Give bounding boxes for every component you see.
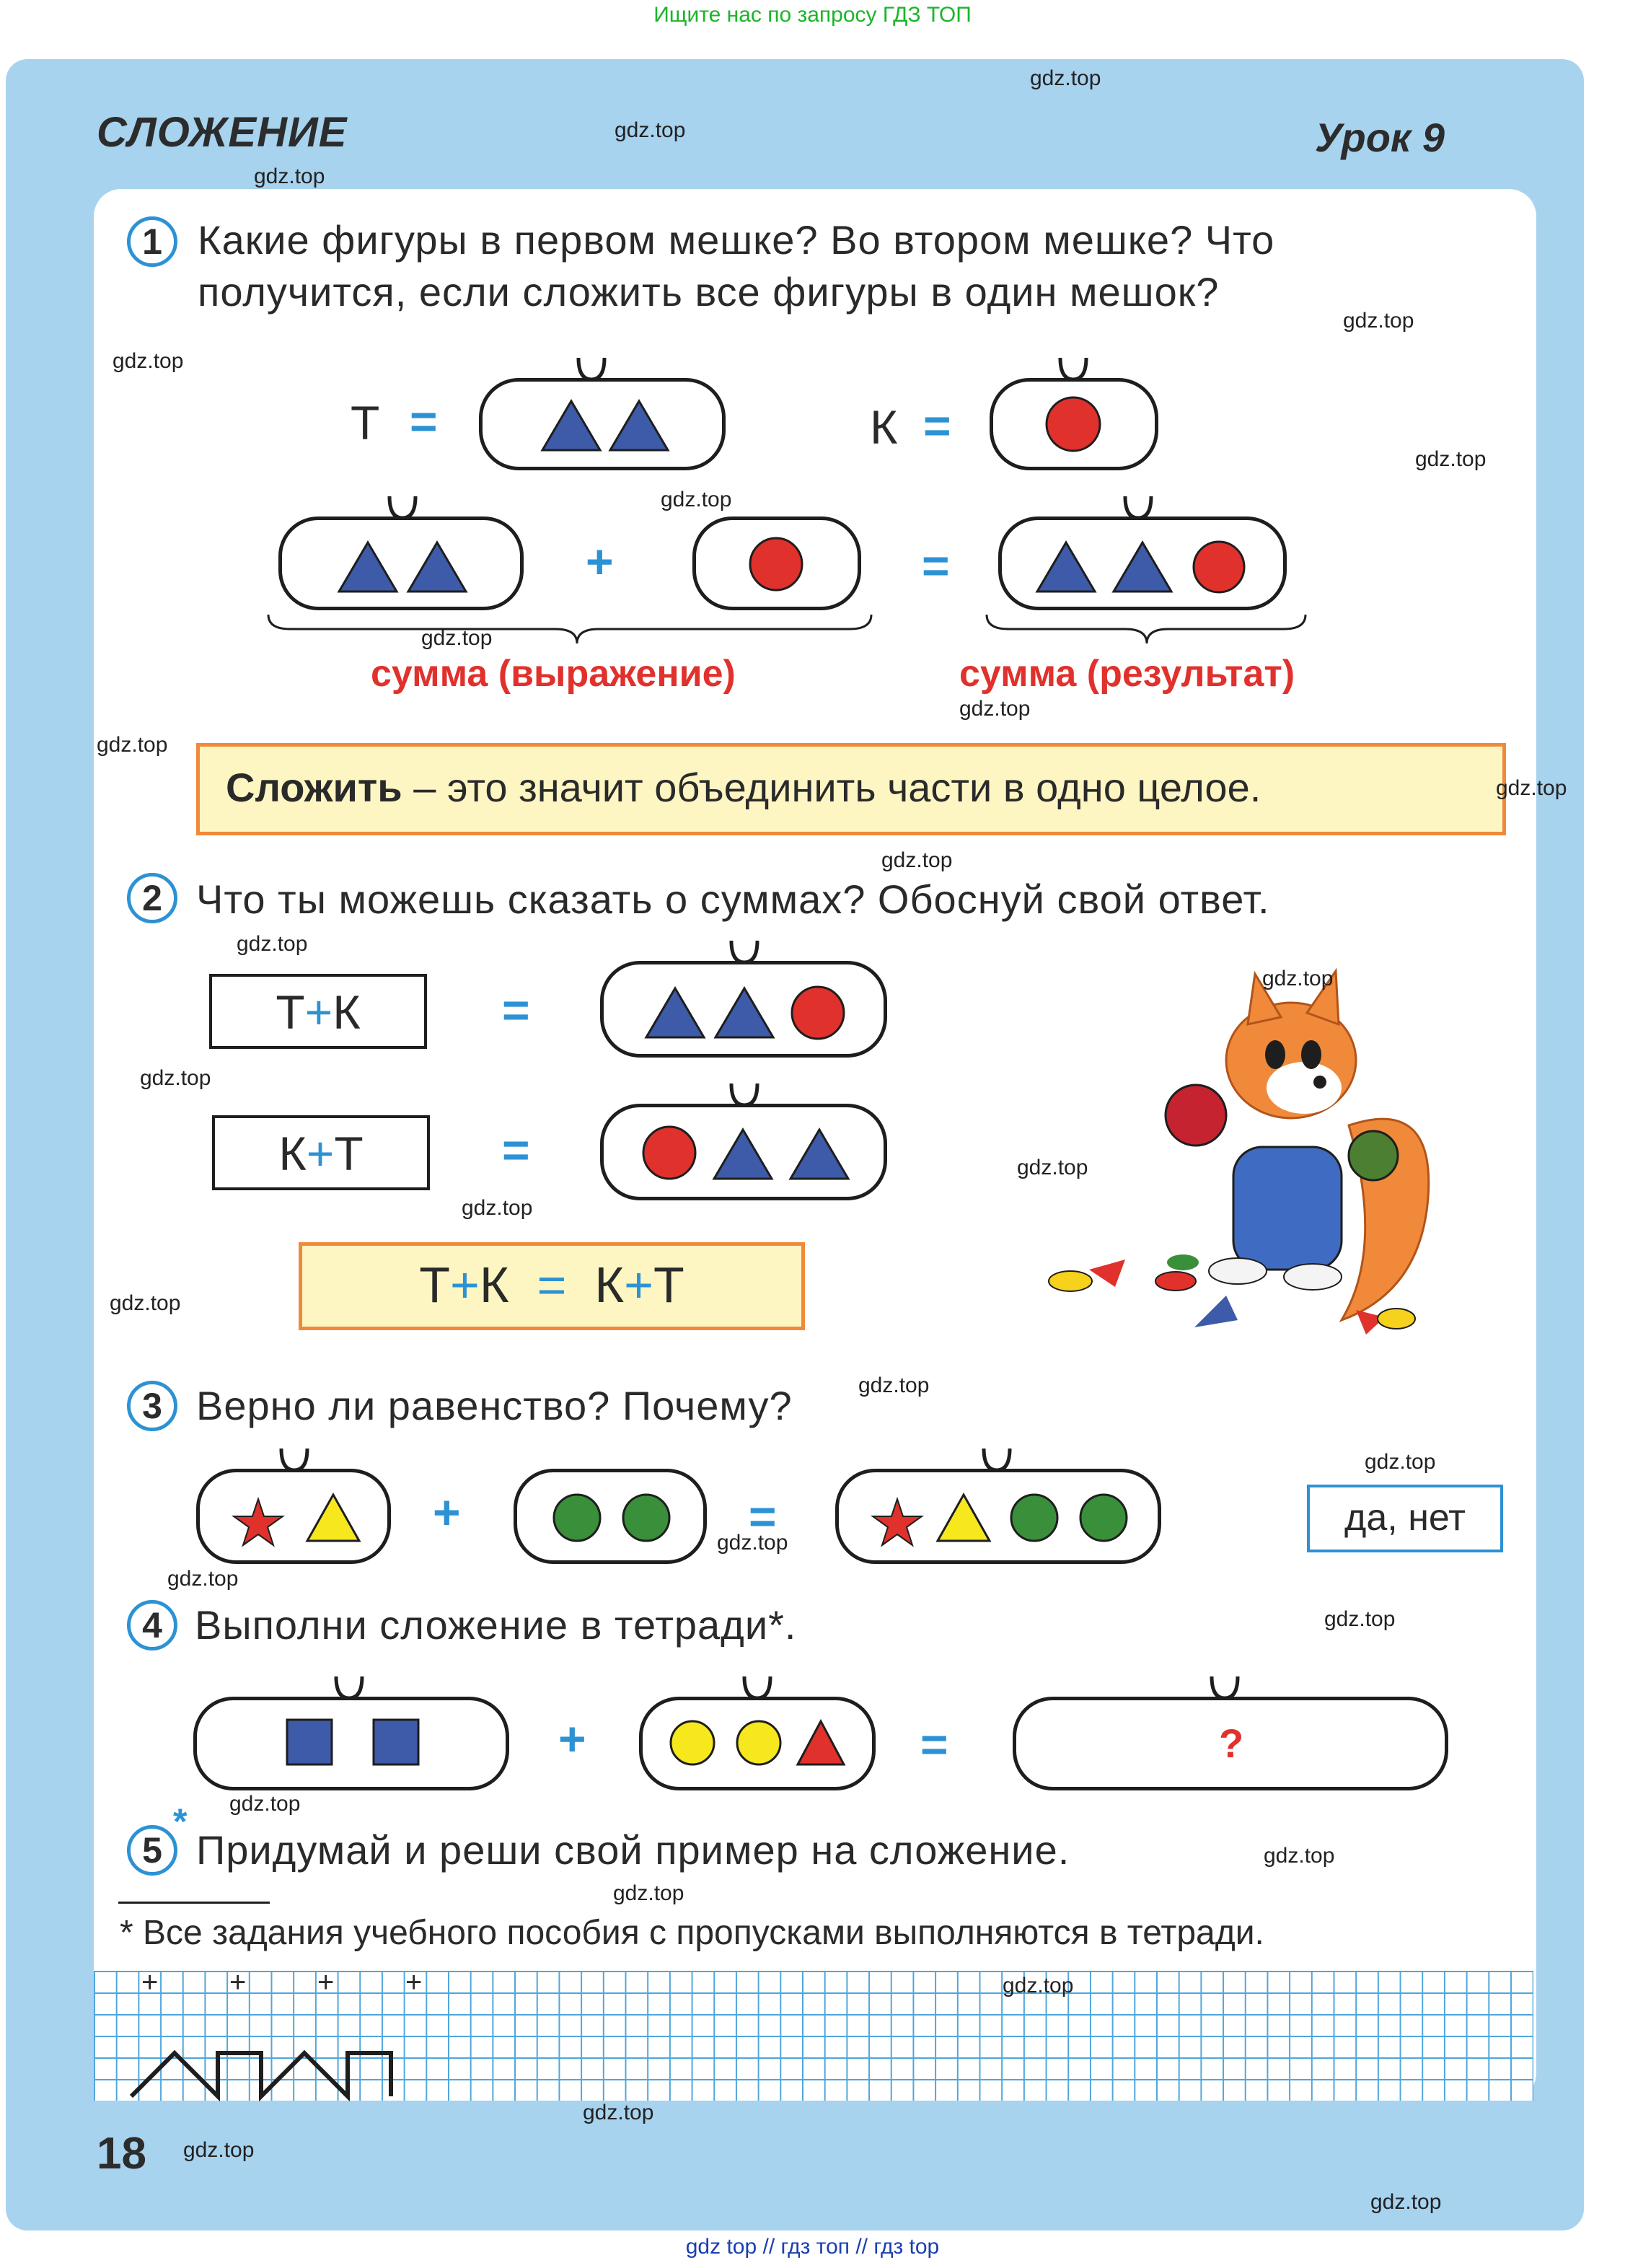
notebook-plus-mark: + — [141, 1966, 159, 1998]
equals-sign: = — [537, 1257, 567, 1313]
squirrel-eye — [1265, 1040, 1285, 1069]
expr1-right: К — [333, 985, 361, 1039]
bag-tie — [336, 1676, 362, 1698]
lesson-label: Урок 9 — [1314, 115, 1445, 160]
squirrel-nose — [1313, 1076, 1326, 1089]
circle-shape — [671, 1721, 714, 1764]
equals-sign: = — [410, 395, 438, 448]
plus-sign: + — [304, 985, 333, 1039]
triangle-shape — [610, 401, 668, 450]
bag-tie — [1125, 496, 1151, 518]
label-sum-expression: сумма (выражение) — [371, 653, 736, 695]
watermark: gdz.top — [661, 488, 732, 511]
circle-shape — [1011, 1495, 1057, 1541]
bag-tie — [744, 1676, 770, 1698]
watermark: gdz.top — [97, 733, 168, 757]
task-number-1: 1 — [127, 216, 177, 267]
squirrel-eye — [1301, 1040, 1321, 1069]
scattered-piece — [1194, 1296, 1238, 1327]
law-t2: Т — [653, 1257, 684, 1313]
notebook-plus-mark: + — [229, 1966, 247, 1998]
watermark: gdz.top — [583, 2101, 654, 2124]
watermark: gdz.top — [959, 697, 1031, 721]
watermark: gdz.top — [140, 1066, 211, 1090]
task4-text: Выполни сложение в тетради*. — [195, 1602, 797, 1648]
law-k: К — [479, 1257, 509, 1313]
bag-tie — [984, 1449, 1010, 1470]
watermark: gdz.top — [1030, 66, 1101, 90]
watermark: gdz.top — [881, 848, 953, 872]
circle-shape — [1080, 1495, 1127, 1541]
equals-sign: = — [922, 539, 950, 592]
triangle-shape — [646, 988, 704, 1037]
task2-text: Что ты можешь сказать о суммах? Обоснуй свой ответ. — [196, 876, 1270, 922]
watermark: gdz.top — [229, 1792, 301, 1816]
watermark: gdz.top — [1017, 1156, 1088, 1179]
law-t: Т — [419, 1257, 450, 1313]
footnote: * Все задания учебного пособия с пропусками выполняются в тетради. — [120, 1914, 1264, 1952]
top-banner-link[interactable]: Ищите нас по запросу ГДЗ ТОП — [653, 3, 972, 27]
triangle-shape — [714, 1130, 772, 1179]
plus-sign: + — [449, 1257, 480, 1313]
equals-sign: = — [502, 983, 530, 1037]
watermark: gdz.top — [183, 2138, 255, 2162]
bag-tie — [731, 1084, 757, 1105]
triangle-shape — [542, 401, 600, 450]
watermark: gdz.top — [167, 1567, 239, 1591]
scattered-piece — [1049, 1271, 1092, 1291]
watermark: gdz.top — [113, 349, 184, 373]
plus-sign: + — [624, 1257, 654, 1313]
brace-result — [987, 615, 1305, 643]
watermark: gdz.top — [1370, 2190, 1442, 2214]
squirrel-foot — [1284, 1264, 1342, 1290]
triangle-shape — [408, 542, 466, 592]
watermark: gdz.top — [1003, 1974, 1074, 1997]
expr2-right: Т — [334, 1127, 364, 1180]
watermark: gdz.top — [613, 1881, 684, 1905]
notebook-plus-mark: + — [317, 1966, 335, 1998]
task-number-3: 3 — [127, 1381, 177, 1431]
task1-text-line1: Какие фигуры в первом мешке? Во втором мешке? Что — [198, 217, 1275, 263]
plus-sign: + — [433, 1485, 461, 1539]
watermark: gdz.top — [421, 626, 493, 650]
unknown-mark: ? — [1219, 1720, 1244, 1766]
equals-sign: = — [502, 1123, 530, 1177]
watermark: gdz.top — [110, 1291, 181, 1315]
page-title: СЛОЖЕНИЕ — [97, 109, 348, 156]
plus-sign: + — [558, 1712, 586, 1765]
bag-tie — [389, 496, 415, 518]
watermark: gdz.top — [615, 118, 686, 142]
square-shape — [374, 1720, 418, 1764]
star-shape — [234, 1499, 283, 1545]
rule-definition: – это значит объединить части в одно целое. — [402, 765, 1261, 810]
answer-box: да, нет — [1307, 1485, 1503, 1552]
optional-task-star: * — [173, 1801, 188, 1842]
circle-shape — [737, 1721, 780, 1764]
circle-shape — [750, 538, 802, 590]
pomegranate-fruit — [1166, 1085, 1226, 1146]
task-number-5: 5 — [127, 1825, 177, 1876]
equals-sign: = — [749, 1490, 777, 1543]
squirrel-muzzle — [1267, 1062, 1342, 1114]
square-shape — [287, 1720, 332, 1764]
task-number-2: 2 — [127, 873, 177, 923]
watermark: gdz.top — [254, 164, 325, 188]
t-letter: Т — [351, 396, 380, 449]
squirrel-overalls — [1233, 1147, 1342, 1270]
scattered-piece — [1155, 1272, 1196, 1291]
scattered-piece — [1378, 1309, 1415, 1329]
triangle-shape — [938, 1495, 990, 1541]
bag-tie — [1060, 358, 1086, 379]
watermark: gdz.top — [237, 932, 308, 956]
equals-sign: = — [920, 1718, 948, 1771]
watermark: gdz.top — [858, 1373, 930, 1397]
plus-sign: + — [586, 535, 614, 588]
watermark: gdz.top — [1415, 447, 1487, 471]
squirrel-foot — [1209, 1258, 1267, 1284]
watermark: gdz.top — [1343, 309, 1414, 333]
rule-keyword: Сложить — [226, 765, 402, 810]
triangle-shape — [1037, 542, 1095, 592]
watermark: gdz.top — [1264, 1844, 1335, 1868]
squirrel-illustration — [1166, 971, 1429, 1320]
task3-text: Верно ли равенство? Почему? — [196, 1383, 793, 1428]
scattered-piece — [1089, 1260, 1125, 1287]
watermark: gdz.top — [1324, 1607, 1396, 1631]
triangle-shape — [339, 542, 397, 592]
task5-text: Придумай и реши свой пример на сложение. — [196, 1827, 1070, 1873]
law-k2: К — [594, 1257, 625, 1313]
bag-tie — [1212, 1676, 1238, 1698]
plus-sign: + — [306, 1127, 335, 1180]
circle-shape — [1194, 542, 1244, 592]
triangle-shape — [798, 1721, 844, 1764]
circle-shape — [1047, 397, 1100, 451]
watermark: gdz.top — [1365, 1450, 1436, 1474]
circle-shape — [623, 1495, 669, 1541]
watermark: gdz.top — [462, 1196, 533, 1220]
task1-text-line2: получится, если сложить все фигуры в один мешок? — [198, 269, 1220, 315]
circle-shape — [792, 987, 844, 1039]
bottom-banner-link[interactable]: gdz top // гдз топ // гдз top — [685, 2235, 940, 2259]
bag-tie — [731, 941, 757, 962]
notebook-plus-mark: + — [405, 1966, 423, 1998]
expr1-left: Т — [276, 985, 305, 1039]
task-number-4: 4 — [127, 1600, 177, 1651]
watermark: gdz.top — [1262, 967, 1334, 990]
brace-expression — [268, 615, 871, 643]
watermark: gdz.top — [717, 1531, 788, 1555]
triangle-shape — [307, 1495, 359, 1541]
expr2-left: К — [278, 1127, 307, 1180]
pattern-drawing — [131, 2053, 391, 2096]
triangle-shape — [1114, 542, 1171, 592]
bag-tie — [281, 1449, 307, 1470]
triangle-shape — [791, 1130, 848, 1179]
label-sum-result: сумма (результат) — [959, 653, 1295, 695]
circle-shape — [554, 1495, 600, 1541]
bag-tie — [578, 358, 604, 379]
k-letter: К — [870, 400, 898, 454]
star-shape — [873, 1499, 922, 1545]
circle-shape — [643, 1127, 695, 1179]
page-number: 18 — [97, 2129, 146, 2179]
scattered-piece — [1167, 1254, 1199, 1270]
watermark: gdz.top — [1496, 776, 1567, 800]
green-fruit — [1349, 1131, 1398, 1180]
equals-sign: = — [923, 399, 951, 452]
triangle-shape — [715, 988, 773, 1037]
